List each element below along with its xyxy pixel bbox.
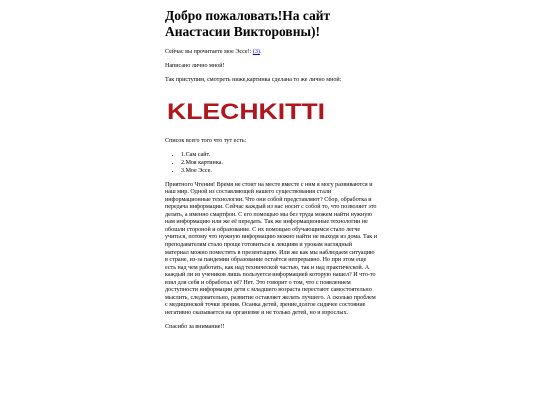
intro-after: . [259, 49, 262, 55]
essay-link[interactable]: (3) [252, 49, 260, 55]
list-item: • 3.Мое Эссе. [181, 168, 377, 176]
intro-text: Сейчас вы прочитаете мое Эссе!: [165, 49, 253, 55]
picture-note-text: Так приступим, смотреть ниже,картинка сделана то же лично мной: [165, 77, 342, 84]
essay-text: Приятного Чтения! Время не стоит на месте вместе с ним я могу развиваются и наш мир. Одной из составляющей нашего существования стали информационные технологии. Что они собой представляют? Сбор, обработка и передача информации. Сейчас каждый из нас носит с собой то, что позволяет это делать, а именно смартфон. С его помощью мы без труда можем найти нужную нам информацию или же её передать. Так же информационные технологии не обошли стороной и образование. С их помощью обучающимся стало легче учиться, потому что нужную информацию можно найти не выходя из дома. Так и преподавателям стало проще готовиться к лекциям и урокам наглядный материал можно поместить в презентацию. Или же как мы наблюдаем ситуацию в стране, из-за пандемии образование остаётся непрерывно. Но при этом еще есть над чем работать, как над технической частью, так и над практической. А каждый ли из учеников лишь пользуется информацией которую нашел? И что-то взял для себя и обработал её? Нет. Это говорит о том, что с появлением доступности информации дети с младшего возраста перестают самостоятельно мыслить, следовательно, развитие оставляет желать лучшего. А сколько проблем с медицинской точки зрения. Осанка детей, зрение,долгое сидячее состояние негативно сказывается на организме и не только детей, но и взрослых. [165, 181, 378, 316]
page-title: Добро пожаловать!На сайт Анастасии Викторовны)! [165, 8, 331, 39]
list-item: • 1.Сам сайт. [181, 152, 377, 160]
thanks-text: Спасибо за внимание!! [165, 324, 225, 330]
klechkitti-logo-image [167, 99, 327, 123]
logo-wordmark: KLECHKITTI [167, 99, 325, 124]
written-by-text: Написано лично мной! [165, 63, 225, 70]
list-item: • 2.Моя картинка. [181, 160, 377, 168]
page-content [165, 8, 377, 338]
contents-list [165, 152, 377, 175]
list-title: Список всего того что тут есть: [165, 138, 247, 145]
intro-paragraph [165, 49, 377, 57]
